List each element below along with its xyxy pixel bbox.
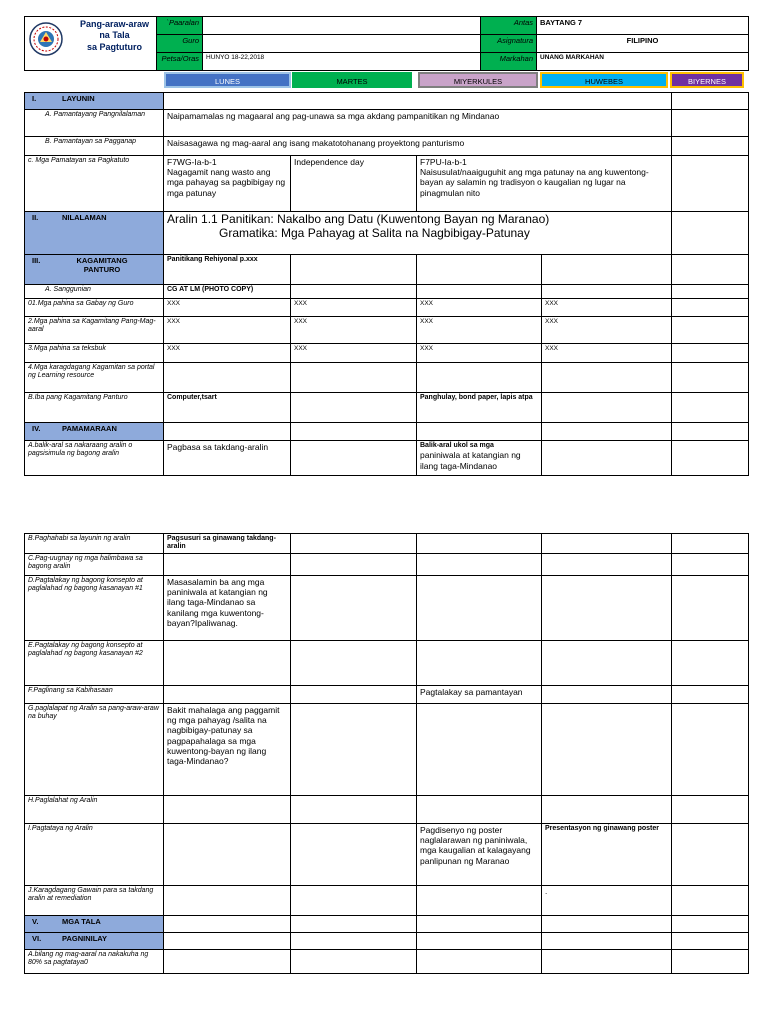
pagtalakay-2-martes[interactable] bbox=[291, 641, 417, 686]
row-pamantayan-pagganap bbox=[25, 137, 749, 156]
teksbuk-martes[interactable]: XXX bbox=[291, 344, 417, 363]
pamamaraan-martes[interactable] bbox=[291, 423, 417, 441]
bilang-miyerkules[interactable] bbox=[417, 950, 542, 974]
paghahabi-miyerkules[interactable] bbox=[417, 534, 542, 554]
pagtalakay-2-label: E.Pagtalakay ng bagong konsepto at paglalahad ng bagong kasanayan #2 bbox=[25, 641, 164, 686]
bilang-martes[interactable] bbox=[291, 950, 417, 974]
paglinang-label: F.Paglinang sa Kabihasaan bbox=[25, 686, 164, 704]
paglalahat-biyernes[interactable] bbox=[672, 796, 749, 824]
iba-huwebes[interactable] bbox=[542, 393, 672, 423]
lesson-table-part2 bbox=[24, 533, 749, 974]
row-karagdagang-gawain bbox=[25, 886, 749, 916]
karagdagang-gawain-label: J.Karagdagang Gawain para sa takdang aralin at remediation bbox=[25, 886, 164, 916]
bilang-lunes[interactable] bbox=[164, 950, 291, 974]
gabay-huwebes[interactable]: XXX bbox=[542, 299, 672, 317]
pagkatuto-biyernes[interactable] bbox=[672, 156, 749, 212]
pagkatuto-lunes[interactable]: F7WG-Ia-b-1 Nagagamit nang wasto ang mga pahayag sa pagbibigay ng mga patunay bbox=[164, 156, 291, 212]
kagamitan-huwebes[interactable] bbox=[542, 255, 672, 285]
pamantayan-pagganap-biyernes[interactable] bbox=[672, 137, 749, 156]
paglalahat-lunes[interactable] bbox=[164, 796, 291, 824]
row-kagamitang-pang-mag-aaral bbox=[25, 317, 749, 344]
pagninilay-martes[interactable] bbox=[291, 933, 417, 950]
paglinang-martes[interactable] bbox=[291, 686, 417, 704]
karagdagang-biyernes[interactable] bbox=[672, 363, 749, 393]
paaralan-label: `Paaralan bbox=[157, 17, 203, 35]
mag-aaral-martes[interactable]: XXX bbox=[291, 317, 417, 344]
antas-label: Antas bbox=[481, 17, 537, 35]
pamantayan-pagganap-text[interactable]: Naisasagawa ng mag-aaral ang isang makatotohanang proyektong panturismo bbox=[164, 137, 672, 156]
sanggunian-label: A. Sanggunian bbox=[25, 285, 164, 299]
balik-aral-miyerkules[interactable]: Balik-aral ukol sa mga paniniwala at katangian ng ilang taga-Mindanao bbox=[417, 441, 542, 476]
karagdagang-miyerkules[interactable] bbox=[417, 363, 542, 393]
pagkatuto-martes[interactable]: Independence day bbox=[291, 156, 417, 212]
tala-miyerkules[interactable] bbox=[417, 916, 542, 933]
pagtataya-martes[interactable] bbox=[291, 824, 417, 886]
row-teksbuk bbox=[25, 344, 749, 363]
pag-uugnay-biyernes[interactable] bbox=[672, 554, 749, 576]
gabay-miyerkules[interactable]: XXX bbox=[417, 299, 542, 317]
row-karagdagang-kagamitan bbox=[25, 363, 749, 393]
teksbuk-miyerkules[interactable]: XXX bbox=[417, 344, 542, 363]
header-logo-cell bbox=[25, 17, 157, 71]
row-nilalaman bbox=[25, 212, 749, 255]
mag-aaral-lunes[interactable]: XXX bbox=[164, 317, 291, 344]
row-pagtalakay-2 bbox=[25, 641, 749, 686]
kagamitan-lunes[interactable]: Panitikang Rehiyonal p.xxx bbox=[164, 255, 291, 285]
header-table bbox=[24, 16, 749, 71]
kagamitang-panturo-heading: III. KAGAMITANG PANTURO bbox=[25, 255, 164, 285]
pamamaraan-huwebes[interactable] bbox=[542, 423, 672, 441]
nilalaman-biyernes[interactable] bbox=[672, 212, 749, 255]
asignatura-value[interactable]: FILIPINO bbox=[537, 35, 749, 53]
row-paglalapat bbox=[25, 704, 749, 796]
kagamitan-martes[interactable] bbox=[291, 255, 417, 285]
iba-miyerkules[interactable]: Panghulay, bond paper, lapis atpa bbox=[417, 393, 542, 423]
iba-martes[interactable] bbox=[291, 393, 417, 423]
petsa-value[interactable]: HUNYO 18-22,2018 bbox=[203, 53, 481, 71]
teksbuk-label: 3.Mga pahina sa teksbuk bbox=[25, 344, 164, 363]
tab-miyerkules[interactable]: MIYERKULES bbox=[418, 72, 538, 88]
layunin-cell-biyernes[interactable] bbox=[672, 93, 749, 110]
gawain-biyernes[interactable] bbox=[672, 886, 749, 916]
row-pagtalakay-1 bbox=[25, 576, 749, 641]
pamantayang-pangnilalaman-label: A. Pamantayang Pangnilalaman bbox=[25, 110, 164, 137]
paglalapat-huwebes[interactable] bbox=[542, 704, 672, 796]
row-bilang-mag-aaral bbox=[25, 950, 749, 974]
tab-martes[interactable]: MARTES bbox=[292, 72, 412, 88]
pagtalakay-1-lunes[interactable]: Masasalamin ba ang mga paniniwala at katangian ng ilang taga-Mindanao sa kanilang mga kuwentong-bayan?Ipaliwanag. bbox=[164, 576, 291, 641]
pagtalakay-1-biyernes[interactable] bbox=[672, 576, 749, 641]
balik-aral-lunes[interactable]: Pagbasa sa takdang-aralin bbox=[164, 441, 291, 476]
iba-lunes[interactable]: Computer,tsart bbox=[164, 393, 291, 423]
pamatayan-pagkatuto-label: c. Mga Pamatayan sa Pagkatuto bbox=[25, 156, 164, 212]
pamantayang-pangnilalaman-text[interactable]: Naipamamalas ng magaaral ang pag-unawa sa mga akdang pampanitikan ng Mindanao bbox=[164, 110, 672, 137]
gawain-martes[interactable] bbox=[291, 886, 417, 916]
paglalahat-label: H.Paglalahat ng Aralin bbox=[25, 796, 164, 824]
paghahabi-label: B.Paghahabi sa layunin ng aralin bbox=[25, 534, 164, 554]
row-pamamaraan bbox=[25, 423, 749, 441]
bilang-biyernes[interactable] bbox=[672, 950, 749, 974]
markahan-label: Markahan bbox=[481, 53, 537, 71]
tab-biyernes[interactable]: BIYERNES bbox=[670, 72, 744, 88]
sanggunian-lunes[interactable]: CG AT LM (PHOTO COPY) bbox=[164, 285, 291, 299]
kagamitan-biyernes[interactable] bbox=[672, 255, 749, 285]
iba-biyernes[interactable] bbox=[672, 393, 749, 423]
sanggunian-huwebes[interactable] bbox=[542, 285, 672, 299]
paglinang-biyernes[interactable] bbox=[672, 686, 749, 704]
row-pamantayang-pangnilalaman bbox=[25, 110, 749, 137]
sanggunian-martes[interactable] bbox=[291, 285, 417, 299]
pagtataya-biyernes[interactable] bbox=[672, 824, 749, 886]
row-pagtataya bbox=[25, 824, 749, 886]
balik-aral-label: A.balik-aral sa nakaraang aralin o pagsisimula ng bagong aralin bbox=[25, 441, 164, 476]
karagdagang-huwebes[interactable] bbox=[542, 363, 672, 393]
bilang-huwebes[interactable] bbox=[542, 950, 672, 974]
paglalahat-miyerkules[interactable] bbox=[417, 796, 542, 824]
gabay-lunes[interactable]: XXX bbox=[164, 299, 291, 317]
layunin-heading: I. LAYUNIN bbox=[25, 93, 164, 110]
sanggunian-miyerkules[interactable] bbox=[417, 285, 542, 299]
row-mga-tala bbox=[25, 916, 749, 933]
kagamitang-mag-aaral-label: 2.Mga pahina sa Kagamitang Pang-Mag-aaral bbox=[25, 317, 164, 344]
guro-value[interactable] bbox=[203, 35, 481, 53]
gabay-guro-label: 01.Mga pahina sa Gabay ng Guro bbox=[25, 299, 164, 317]
gabay-biyernes[interactable] bbox=[672, 299, 749, 317]
gabay-martes[interactable]: XXX bbox=[291, 299, 417, 317]
gawain-lunes[interactable] bbox=[164, 886, 291, 916]
mag-aaral-miyerkules[interactable]: XXX bbox=[417, 317, 542, 344]
row-iba-pang-kagamitan bbox=[25, 393, 749, 423]
nilalaman-heading: II. NILALAMAN bbox=[25, 212, 164, 255]
paghahabi-lunes[interactable]: Pagsusuri sa ginawang takdang-aralin bbox=[164, 534, 291, 554]
tab-lunes[interactable]: LUNES bbox=[164, 72, 291, 88]
pagkatuto-miyerkules[interactable]: F7PU-Ia-b-1 Naisusulat/naaiguguhit ang mga patunay na ang kuwentong-bayan ay salamin ng tradisyon o kaugalian ng lugar na pinagmulan nito bbox=[417, 156, 672, 212]
markahan-value[interactable]: UNANG MARKAHAN bbox=[537, 53, 749, 71]
pag-uugnay-huwebes[interactable] bbox=[542, 554, 672, 576]
gawain-miyerkules[interactable] bbox=[417, 886, 542, 916]
row-layunin bbox=[25, 93, 749, 110]
pagninilay-biyernes[interactable] bbox=[672, 933, 749, 950]
tala-huwebes[interactable] bbox=[542, 916, 672, 933]
karagdagang-lunes[interactable] bbox=[164, 363, 291, 393]
row-pag-uugnay bbox=[25, 554, 749, 576]
row-kagamitang-panturo bbox=[25, 255, 749, 285]
pag-uugnay-miyerkules[interactable] bbox=[417, 554, 542, 576]
lesson-table-part1 bbox=[24, 92, 749, 476]
pamamaraan-lunes[interactable] bbox=[164, 423, 291, 441]
petsa-label: Petsa/Oras bbox=[157, 53, 203, 71]
mag-aaral-huwebes[interactable]: XXX bbox=[542, 317, 672, 344]
pag-uugnay-lunes[interactable] bbox=[164, 554, 291, 576]
pagtataya-label: I.Pagtataya ng Aralin bbox=[25, 824, 164, 886]
pagninilay-heading: VI. PAGNINILAY bbox=[25, 933, 164, 950]
paghahabi-martes[interactable] bbox=[291, 534, 417, 554]
teksbuk-lunes[interactable]: XXX bbox=[164, 344, 291, 363]
teksbuk-biyernes[interactable] bbox=[672, 344, 749, 363]
row-pagninilay bbox=[25, 933, 749, 950]
pagtalakay-2-lunes[interactable] bbox=[164, 641, 291, 686]
paaralan-value[interactable] bbox=[203, 17, 481, 35]
pamamaraan-heading: IV. PAMAMARAAN bbox=[25, 423, 164, 441]
karagdagang-martes[interactable] bbox=[291, 363, 417, 393]
paghahabi-biyernes[interactable] bbox=[672, 534, 749, 554]
pagtalakay-1-label: D.Pagtalakay ng bagong konsepto at paglalahad ng bagong kasanayan #1 bbox=[25, 576, 164, 641]
row-paghahabi bbox=[25, 534, 749, 554]
balik-aral-huwebes[interactable] bbox=[542, 441, 672, 476]
karagdagang-kagamitan-label: 4.Mga karagdagang Kagamitan sa portal ng Learning resource bbox=[25, 363, 164, 393]
paglinang-lunes[interactable] bbox=[164, 686, 291, 704]
balik-aral-martes[interactable] bbox=[291, 441, 417, 476]
pagtalakay-1-huwebes[interactable] bbox=[542, 576, 672, 641]
row-pamatayan-pagkatuto bbox=[25, 156, 749, 212]
pamamaraan-miyerkules[interactable] bbox=[417, 423, 542, 441]
balik-aral-biyernes[interactable] bbox=[672, 441, 749, 476]
iba-kagamitan-label: B.Iba pang Kagamitang Panturo bbox=[25, 393, 164, 423]
asignatura-label: Asignatura bbox=[481, 35, 537, 53]
paglinang-huwebes[interactable] bbox=[542, 686, 672, 704]
pagtalakay-2-biyernes[interactable] bbox=[672, 641, 749, 686]
paglalapat-label: G.paglalapat ng Aralin sa pang-araw-araw na buhay bbox=[25, 704, 164, 796]
bilang-mag-aaral-label: A.bilang ng mag-aaral na nakakuha ng 80% sa pagtataya0 bbox=[25, 950, 164, 974]
paglalapat-biyernes[interactable] bbox=[672, 704, 749, 796]
pagninilay-huwebes[interactable] bbox=[542, 933, 672, 950]
pagtataya-miyerkules[interactable]: Pagdisenyo ng poster naglalarawan ng paniniwala, mga kaugalian at kalagayang panlipunan ng Maranao bbox=[417, 824, 542, 886]
pagtalakay-2-huwebes[interactable] bbox=[542, 641, 672, 686]
pagtalakay-1-miyerkules[interactable] bbox=[417, 576, 542, 641]
pag-uugnay-label: C.Pag-uugnay ng mga halimbawa sa bagong aralin bbox=[25, 554, 164, 576]
tala-biyernes[interactable] bbox=[672, 916, 749, 933]
row-paglinang bbox=[25, 686, 749, 704]
pagtataya-huwebes[interactable]: Presentasyon ng ginawang poster bbox=[542, 824, 672, 886]
pamantayang-pangnilalaman-biyernes[interactable] bbox=[672, 110, 749, 137]
mga-tala-heading: V. MGA TALA bbox=[25, 916, 164, 933]
nilalaman-text[interactable]: Aralin 1.1 Panitikan: Nakalbo ang Datu (Kuwentong Bayan ng Maranao) Gramatika: Mga Pahayag at Salita na Nagbibigay-Patunay bbox=[164, 212, 672, 255]
paglalahat-huwebes[interactable] bbox=[542, 796, 672, 824]
sanggunian-biyernes[interactable] bbox=[672, 285, 749, 299]
pagtalakay-2-miyerkules[interactable] bbox=[417, 641, 542, 686]
pamamaraan-biyernes[interactable] bbox=[672, 423, 749, 441]
paglalapat-martes[interactable] bbox=[291, 704, 417, 796]
row-sanggunian bbox=[25, 285, 749, 299]
mag-aaral-biyernes[interactable] bbox=[672, 317, 749, 344]
row-gabay-guro bbox=[25, 299, 749, 317]
pagninilay-lunes[interactable] bbox=[164, 933, 291, 950]
school-title: Pang-araw-araw na Tala sa Pagtuturo bbox=[79, 19, 150, 52]
row-paglalahat bbox=[25, 796, 749, 824]
antas-value[interactable]: BAYTANG 7 bbox=[537, 17, 749, 35]
teksbuk-huwebes[interactable]: XXX bbox=[542, 344, 672, 363]
pagtataya-lunes[interactable] bbox=[164, 824, 291, 886]
paglalahat-martes[interactable] bbox=[291, 796, 417, 824]
paglalapat-miyerkules[interactable] bbox=[417, 704, 542, 796]
layunin-cell[interactable] bbox=[164, 93, 672, 110]
tala-lunes[interactable] bbox=[164, 916, 291, 933]
paghahabi-huwebes[interactable] bbox=[542, 534, 672, 554]
pag-uugnay-martes[interactable] bbox=[291, 554, 417, 576]
paglalapat-lunes[interactable]: Bakit mahalaga ang paggamit ng mga pahayag /salita na nagbibigay-patunay sa pagpapahalaga sa mga kuwentong-bayan ng ilang taga-Mindanao? bbox=[164, 704, 291, 796]
gawain-huwebes[interactable]: . bbox=[542, 886, 672, 916]
deped-seal-icon bbox=[29, 22, 63, 56]
pagninilay-miyerkules[interactable] bbox=[417, 933, 542, 950]
row-balik-aral bbox=[25, 441, 749, 476]
pagtalakay-1-martes[interactable] bbox=[291, 576, 417, 641]
pamantayan-pagganap-label: B. Pamantayan sa Pagganap bbox=[25, 137, 164, 156]
tab-huwebes[interactable]: HUWEBES bbox=[540, 72, 668, 88]
guro-label: Guro bbox=[157, 35, 203, 53]
tala-martes[interactable] bbox=[291, 916, 417, 933]
kagamitan-miyerkules[interactable] bbox=[417, 255, 542, 285]
paglinang-miyerkules[interactable]: Pagtalakay sa pamantayan bbox=[417, 686, 542, 704]
